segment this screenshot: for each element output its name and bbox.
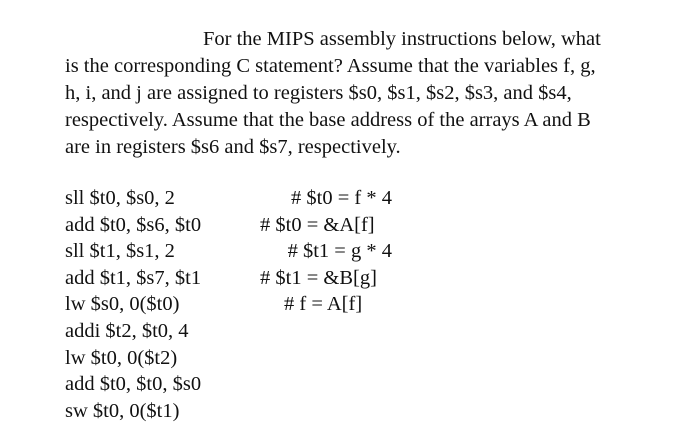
- problem-line: For the MIPS assembly instructions below, what: [203, 28, 601, 50]
- assembly-comment: # $t0 = f * 4: [291, 187, 392, 209]
- assembly-comment: # $t1 = &B[g]: [260, 266, 377, 289]
- assembly-instruction: lw $t0, 0($t2): [65, 346, 178, 369]
- assembly-instruction: addi $t2, $t0, 4: [65, 319, 189, 342]
- problem-line: is the corresponding C statement? Assume that the variables f, g,: [65, 55, 596, 77]
- assembly-instruction: sll $t1, $s1, 2: [65, 240, 175, 263]
- assembly-instruction: sll $t0, $s0, 2: [65, 187, 175, 209]
- assembly-code-block: [65, 185, 201, 424]
- problem-line: respectively. Assume that the base address of the arrays A and B: [65, 109, 591, 131]
- assembly-instruction: add $t0, $t0, $s0: [65, 373, 202, 396]
- assembly-instruction: add $t1, $s7, $t1: [65, 266, 202, 289]
- problem-line: are in registers $s6 and $s7, respectively.: [65, 136, 401, 158]
- assembly-comment: # f = A[f]: [284, 293, 363, 316]
- assembly-comment: # $t0 = &A[f]: [260, 213, 375, 236]
- assembly-instruction: lw $s0, 0($t0): [65, 293, 180, 316]
- assembly-instruction: add $t0, $s6, $t0: [65, 213, 202, 236]
- assembly-comments: [256, 185, 396, 318]
- problem-statement: [65, 26, 655, 161]
- assembly-comment: # $t1 = g * 4: [287, 240, 392, 263]
- problem-line: h, i, and j are assigned to registers $s0, $s1, $s2, $s3, and $s4,: [65, 82, 572, 104]
- assembly-instruction: sw $t0, 0($t1): [65, 399, 180, 422]
